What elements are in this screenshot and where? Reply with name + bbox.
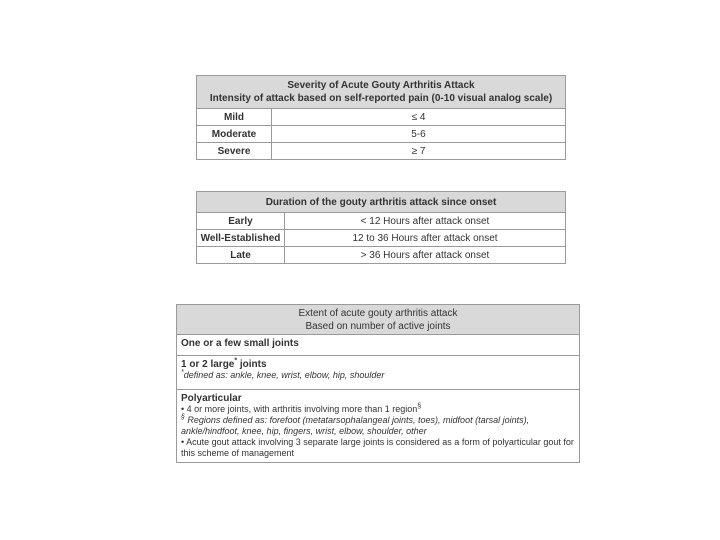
footnote-mark: * — [234, 357, 238, 365]
severity-label-moderate: Moderate — [197, 126, 272, 143]
severity-table — [196, 75, 566, 160]
duration-header: Duration of the gouty arthritis attack since onset — [197, 192, 566, 213]
small-joints-label: One or a few small joints — [181, 338, 299, 349]
duration-table — [196, 191, 566, 264]
duration-label-well-established: Well-Established — [197, 230, 285, 247]
footnote-mark: § — [417, 403, 422, 410]
table-row — [177, 390, 580, 463]
severity-subtitle: Intensity of attack based on self-reported pain (0-10 visual analog scale) — [209, 93, 553, 104]
severity-label-severe: Severe — [197, 143, 272, 160]
table-row — [197, 126, 566, 143]
polyarticular-line-1: • 4 or more joints, with arthritis involving more than 1 region§ — [181, 403, 422, 414]
duration-value-well-established: 12 to 36 Hours after attack onset — [285, 230, 566, 247]
table-row — [197, 143, 566, 160]
polyarticular-line-2: § Regions defined as: forefoot (metatarsophalangeal joints, toes), midfoot (tarsal joints), ankle/hindfoot, knee, hip, fingers, wrist, elbow, shoulder, other — [181, 414, 530, 436]
severity-value-mild: ≤ 4 — [272, 109, 566, 126]
table-row — [197, 247, 566, 264]
severity-header — [197, 76, 566, 109]
extent-subtitle: Based on number of active joints — [305, 320, 451, 332]
severity-label-mild: Mild — [197, 109, 272, 126]
duration-label-early: Early — [197, 213, 285, 230]
table-row — [177, 356, 580, 390]
footnote-mark: § — [181, 414, 185, 421]
severity-value-moderate: 5-6 — [272, 126, 566, 143]
table-row — [197, 230, 566, 247]
polyarticular-title: Polyarticular — [181, 393, 242, 404]
large-joints-title: 1 or 2 large* joints — [181, 357, 267, 370]
duration-value-early: < 12 Hours after attack onset — [285, 213, 566, 230]
table-row — [197, 109, 566, 126]
table-row — [197, 213, 566, 230]
table-row — [177, 335, 580, 356]
large-joints-note: *defined as: ankle, knee, wrist, elbow, hip, shoulder — [181, 369, 385, 380]
extent-table — [176, 304, 580, 463]
extent-header — [177, 305, 580, 335]
polyarticular-line-3: • Acute gout attack involving 3 separate large joints is considered as a form of polyarticular gout for this scheme of management — [181, 437, 574, 458]
footnote-mark: * — [181, 369, 184, 376]
severity-value-severe: ≥ 7 — [272, 143, 566, 160]
duration-value-late: > 36 Hours after attack onset — [285, 247, 566, 264]
extent-title: Extent of acute gouty arthritis attack — [298, 307, 458, 319]
severity-title: Severity of Acute Gouty Arthritis Attack — [287, 80, 475, 91]
duration-label-late: Late — [197, 247, 285, 264]
